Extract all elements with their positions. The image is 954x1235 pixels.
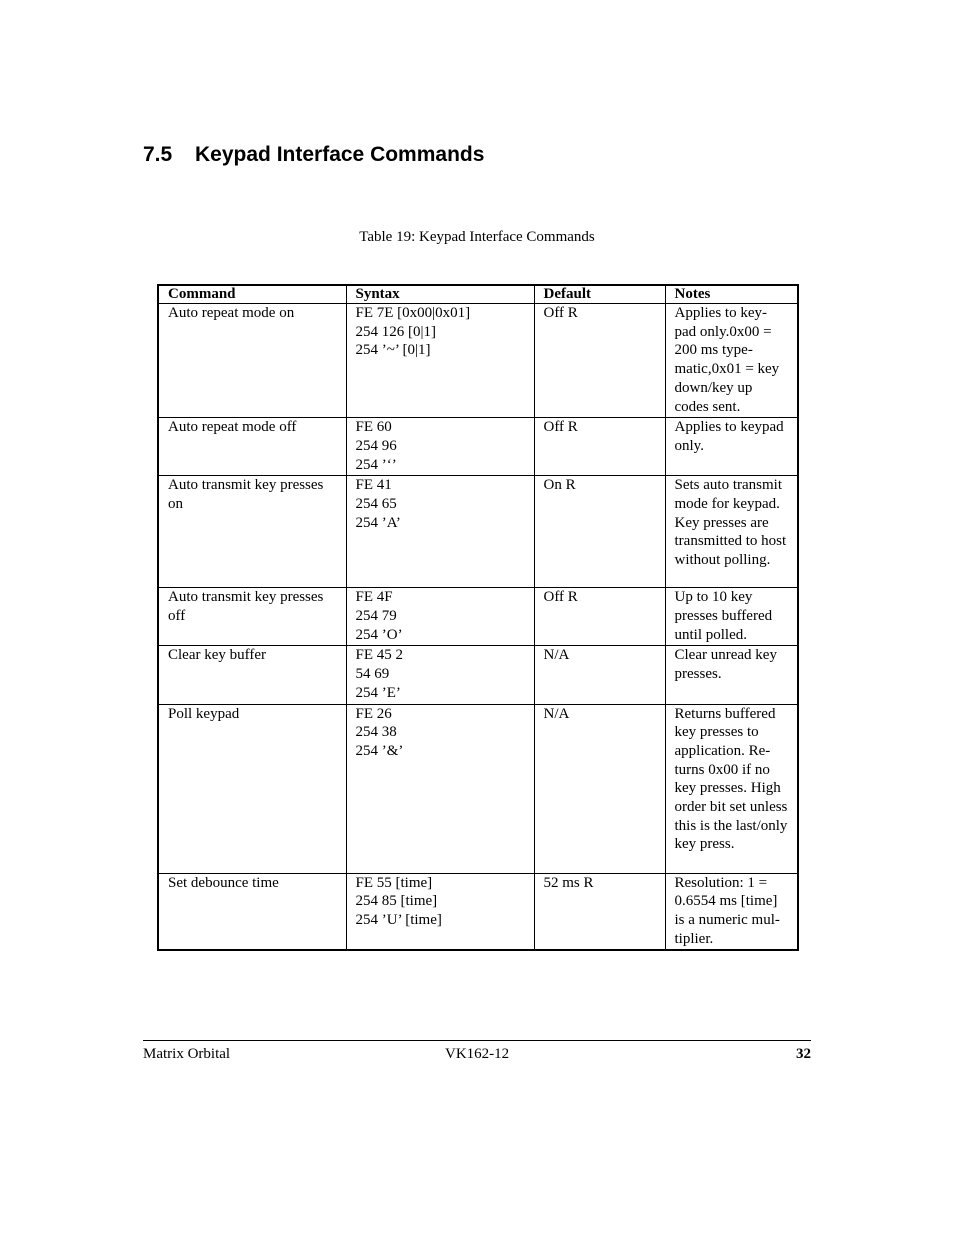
header-syntax: Syntax (346, 285, 534, 304)
table-header-row (158, 285, 798, 304)
syntax-decimal: 54 69 (355, 666, 390, 683)
cell-syntax (346, 704, 534, 873)
header-notes: Notes (665, 285, 798, 304)
cell-default: 52 ms R (534, 873, 665, 950)
syntax-ascii: 254 ’&’ (355, 742, 404, 759)
table-row (158, 704, 798, 873)
header-command: Command (158, 285, 346, 304)
cell-syntax (346, 476, 534, 588)
footer-company: Matrix Orbital (143, 1046, 231, 1062)
cell-notes: Up to 10 key presses buffered until polled. (665, 588, 798, 646)
cell-command: Auto transmit key presses off (158, 588, 346, 646)
syntax-hex: FE 4F (355, 589, 393, 606)
syntax-decimal: 254 38 (355, 724, 397, 741)
cell-command: Poll keypad (158, 704, 346, 873)
section-heading (143, 143, 484, 167)
syntax-hex: FE 55 [time] (355, 874, 433, 891)
syntax-ascii: 254 ’U’ [time] (355, 911, 442, 928)
cell-command: Clear key buffer (158, 646, 346, 704)
footer-model: VK162-12 (445, 1046, 510, 1062)
syntax-hex: FE 26 (355, 705, 392, 722)
cell-notes: Sets auto transmit mode for keypad. Key presses are transmitted to host without polling. (665, 476, 798, 588)
syntax-ascii: 254 ’A’ (355, 514, 401, 531)
syntax-ascii: 254 ’E’ (355, 684, 401, 701)
table-row (158, 476, 798, 588)
syntax-decimal: 254 65 (355, 496, 397, 513)
header-default: Default (534, 285, 665, 304)
cell-default: On R (534, 476, 665, 588)
cell-command: Set debounce time (158, 873, 346, 950)
syntax-hex: FE 60 (355, 419, 392, 436)
cell-syntax (346, 646, 534, 704)
section-number: 7.5 (143, 143, 173, 166)
cell-syntax (346, 418, 534, 476)
table-row (158, 304, 798, 418)
cell-default: Off R (534, 304, 665, 418)
cell-default: N/A (534, 646, 665, 704)
cell-default: N/A (534, 704, 665, 873)
cell-notes: Clear unread key presses. (665, 646, 798, 704)
syntax-ascii: 254 ’O’ (355, 626, 403, 643)
syntax-decimal: 254 96 (355, 437, 397, 454)
syntax-hex: FE 41 (355, 477, 392, 494)
syntax-hex: FE 7E [0x00|0x01] (355, 305, 471, 321)
table-row (158, 873, 798, 950)
syntax-decimal: 254 126 [0|1] (355, 323, 436, 340)
table-row (158, 646, 798, 704)
cell-command: Auto transmit key presses on (158, 476, 346, 588)
cell-command: Auto repeat mode off (158, 418, 346, 476)
keypad-commands-table (157, 284, 799, 951)
cell-syntax (346, 588, 534, 646)
syntax-ascii: 254 ’‘’ (355, 456, 397, 473)
cell-notes: Applies to keypad only. (665, 418, 798, 476)
page-footer (143, 1040, 811, 1067)
cell-syntax (346, 304, 534, 418)
cell-syntax (346, 873, 534, 950)
section-title-text: Keypad Interface Commands (195, 143, 485, 166)
table-caption: Table 19: Keypad Interface Commands (359, 229, 595, 245)
syntax-decimal: 254 79 (355, 608, 397, 625)
cell-default: Off R (534, 588, 665, 646)
syntax-ascii: 254 ’~’ [0|1] (355, 342, 431, 359)
cell-default: Off R (534, 418, 665, 476)
syntax-decimal: 254 85 [time] (355, 893, 438, 910)
footer-page-number: 32 (796, 1046, 811, 1062)
cell-notes: Applies to key-pad only.0x00 = 200 ms type-matic,0x01 = key down/key up codes sent. (665, 304, 798, 418)
cell-command: Auto repeat mode on (158, 304, 346, 418)
table-row (158, 588, 798, 646)
syntax-hex: FE 45 2 (355, 647, 404, 664)
table-row (158, 418, 798, 476)
cell-notes: Returns buffered key presses to application. Re-turns 0x00 if no key presses. High order bit set unless this is the last/only key press. (665, 704, 798, 873)
cell-notes: Resolution: 1 = 0.6554 ms [time] is a numeric mul-tiplier. (665, 873, 798, 950)
